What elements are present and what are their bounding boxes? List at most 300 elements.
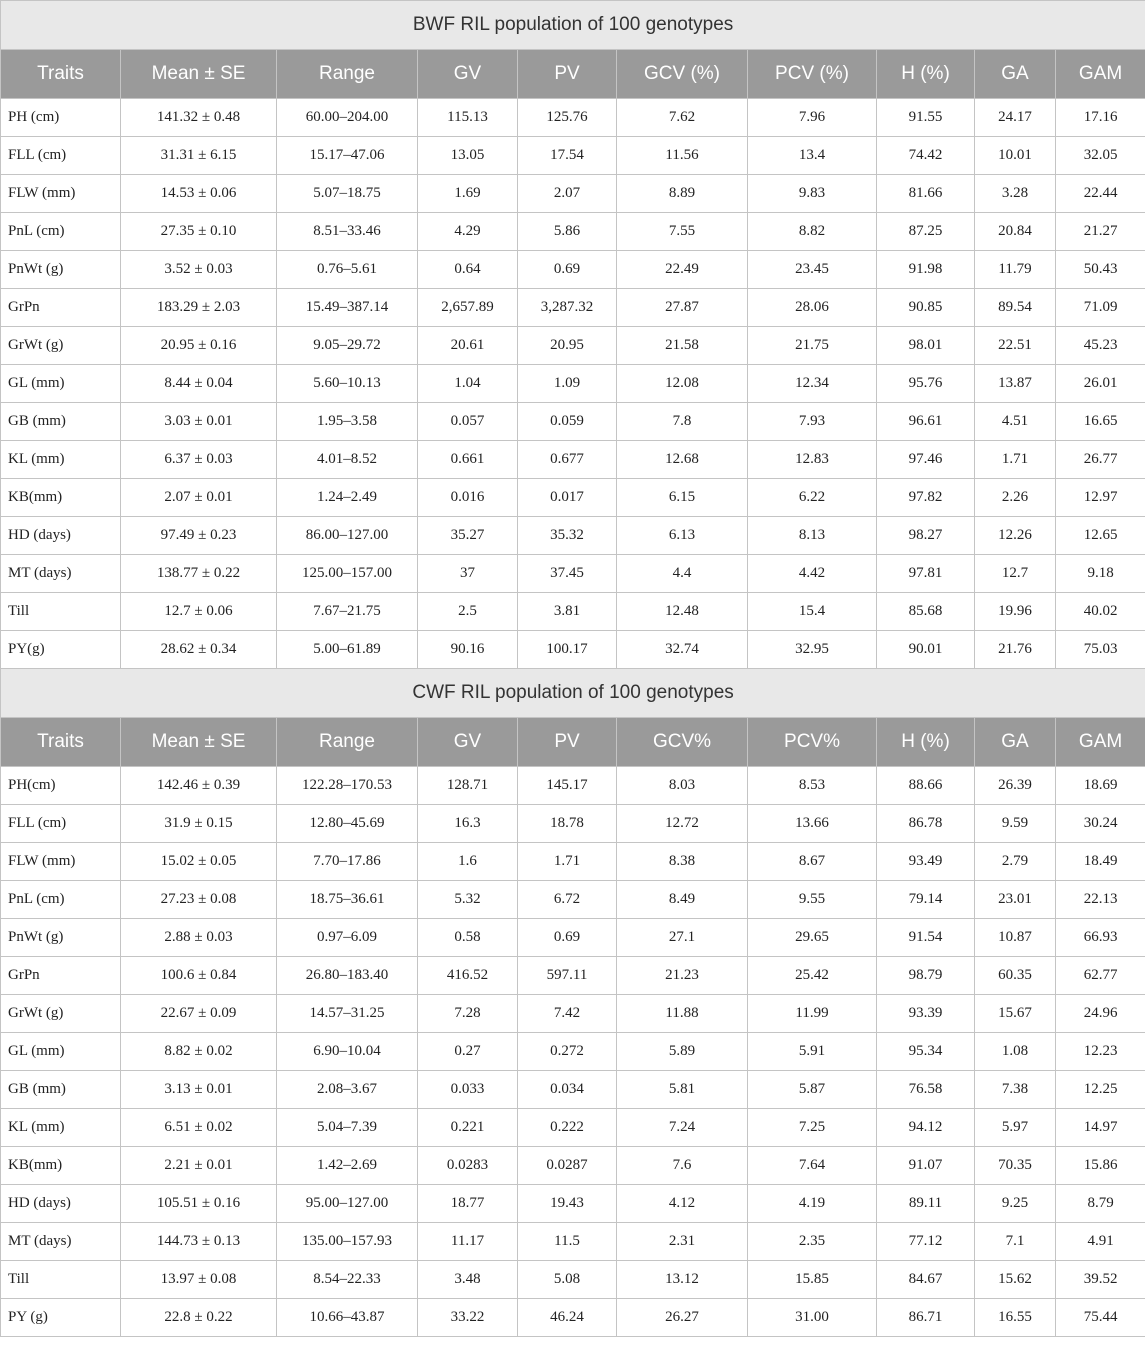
value-cell: 94.12 — [877, 1109, 975, 1147]
value-cell: 4.01–8.52 — [277, 441, 418, 479]
value-cell: 8.79 — [1056, 1185, 1145, 1223]
value-cell: 7.55 — [617, 213, 748, 251]
value-cell: 97.81 — [877, 555, 975, 593]
value-cell: 12.34 — [748, 365, 877, 403]
column-header: GA — [975, 50, 1056, 99]
value-cell: 17.16 — [1056, 99, 1145, 137]
value-cell: 88.66 — [877, 767, 975, 805]
value-cell: 10.87 — [975, 919, 1056, 957]
value-cell: 6.37 ± 0.03 — [121, 441, 277, 479]
value-cell: 74.42 — [877, 137, 975, 175]
table-row — [1, 843, 1145, 881]
value-cell: 1.09 — [518, 365, 617, 403]
column-header: Traits — [1, 718, 121, 767]
value-cell: 115.13 — [418, 99, 518, 137]
value-cell: 5.04–7.39 — [277, 1109, 418, 1147]
value-cell: 39.52 — [1056, 1261, 1145, 1299]
value-cell: 18.49 — [1056, 843, 1145, 881]
value-cell: 5.86 — [518, 213, 617, 251]
value-cell: 7.25 — [748, 1109, 877, 1147]
value-cell: 22.49 — [617, 251, 748, 289]
value-cell: 91.98 — [877, 251, 975, 289]
value-cell: 0.69 — [518, 919, 617, 957]
table-row — [1, 881, 1145, 919]
table-row — [1, 593, 1145, 631]
value-cell: 98.27 — [877, 517, 975, 555]
value-cell: 100.6 ± 0.84 — [121, 957, 277, 995]
value-cell: 6.13 — [617, 517, 748, 555]
value-cell: 86.78 — [877, 805, 975, 843]
table-row — [1, 479, 1145, 517]
value-cell: 84.67 — [877, 1261, 975, 1299]
section-title: BWF RIL population of 100 genotypes — [1, 1, 1145, 50]
value-cell: 15.85 — [748, 1261, 877, 1299]
value-cell: 13.12 — [617, 1261, 748, 1299]
value-cell: 13.87 — [975, 365, 1056, 403]
value-cell: 7.96 — [748, 99, 877, 137]
trait-cell: KB(mm) — [1, 1147, 121, 1185]
table-row — [1, 365, 1145, 403]
value-cell: 4.19 — [748, 1185, 877, 1223]
table-row — [1, 327, 1145, 365]
value-cell: 15.17–47.06 — [277, 137, 418, 175]
value-cell: 0.64 — [418, 251, 518, 289]
value-cell: 12.97 — [1056, 479, 1145, 517]
table-row — [1, 251, 1145, 289]
value-cell: 7.24 — [617, 1109, 748, 1147]
value-cell: 77.12 — [877, 1223, 975, 1261]
table-row — [1, 137, 1145, 175]
value-cell: 95.76 — [877, 365, 975, 403]
value-cell: 4.51 — [975, 403, 1056, 441]
value-cell: 5.87 — [748, 1071, 877, 1109]
value-cell: 31.00 — [748, 1299, 877, 1337]
value-cell: 5.00–61.89 — [277, 631, 418, 669]
value-cell: 183.29 ± 2.03 — [121, 289, 277, 327]
value-cell: 22.44 — [1056, 175, 1145, 213]
section-title: CWF RIL population of 100 genotypes — [1, 669, 1145, 718]
value-cell: 5.07–18.75 — [277, 175, 418, 213]
value-cell: 22.13 — [1056, 881, 1145, 919]
trait-cell: PY (g) — [1, 1299, 121, 1337]
value-cell: 2.35 — [748, 1223, 877, 1261]
value-cell: 31.9 ± 0.15 — [121, 805, 277, 843]
value-cell: 16.3 — [418, 805, 518, 843]
value-cell: 135.00–157.93 — [277, 1223, 418, 1261]
value-cell: 32.95 — [748, 631, 877, 669]
column-header: GA — [975, 718, 1056, 767]
column-header: GAM — [1056, 50, 1145, 99]
value-cell: 46.24 — [518, 1299, 617, 1337]
value-cell: 1.6 — [418, 843, 518, 881]
value-cell: 91.55 — [877, 99, 975, 137]
value-cell: 105.51 ± 0.16 — [121, 1185, 277, 1223]
value-cell: 0.677 — [518, 441, 617, 479]
value-cell: 76.58 — [877, 1071, 975, 1109]
value-cell: 6.22 — [748, 479, 877, 517]
value-cell: 7.6 — [617, 1147, 748, 1185]
value-cell: 24.96 — [1056, 995, 1145, 1033]
value-cell: 138.77 ± 0.22 — [121, 555, 277, 593]
trait-cell: FLL (cm) — [1, 137, 121, 175]
value-cell: 11.99 — [748, 995, 877, 1033]
value-cell: 19.96 — [975, 593, 1056, 631]
value-cell: 1.69 — [418, 175, 518, 213]
value-cell: 40.02 — [1056, 593, 1145, 631]
value-cell: 11.17 — [418, 1223, 518, 1261]
trait-cell: PH(cm) — [1, 767, 121, 805]
value-cell: 128.71 — [418, 767, 518, 805]
value-cell: 20.95 ± 0.16 — [121, 327, 277, 365]
value-cell: 90.16 — [418, 631, 518, 669]
value-cell: 5.89 — [617, 1033, 748, 1071]
value-cell: 5.08 — [518, 1261, 617, 1299]
value-cell: 15.49–387.14 — [277, 289, 418, 327]
column-header: PV — [518, 718, 617, 767]
value-cell: 90.85 — [877, 289, 975, 327]
value-cell: 30.24 — [1056, 805, 1145, 843]
value-cell: 2.31 — [617, 1223, 748, 1261]
value-cell: 145.17 — [518, 767, 617, 805]
trait-cell: MT (days) — [1, 1223, 121, 1261]
value-cell: 0.76–5.61 — [277, 251, 418, 289]
trait-cell: KB(mm) — [1, 479, 121, 517]
table-row — [1, 767, 1145, 805]
value-cell: 9.18 — [1056, 555, 1145, 593]
table-row — [1, 957, 1145, 995]
value-cell: 16.65 — [1056, 403, 1145, 441]
value-cell: 11.88 — [617, 995, 748, 1033]
value-cell: 12.23 — [1056, 1033, 1145, 1071]
value-cell: 20.95 — [518, 327, 617, 365]
value-cell: 3.48 — [418, 1261, 518, 1299]
table-row — [1, 1185, 1145, 1223]
value-cell: 7.93 — [748, 403, 877, 441]
value-cell: 2.07 ± 0.01 — [121, 479, 277, 517]
value-cell: 96.61 — [877, 403, 975, 441]
value-cell: 11.56 — [617, 137, 748, 175]
value-cell: 23.01 — [975, 881, 1056, 919]
value-cell: 18.75–36.61 — [277, 881, 418, 919]
column-header: H (%) — [877, 718, 975, 767]
value-cell: 6.90–10.04 — [277, 1033, 418, 1071]
value-cell: 19.43 — [518, 1185, 617, 1223]
value-cell: 597.11 — [518, 957, 617, 995]
trait-cell: GrWt (g) — [1, 327, 121, 365]
trait-cell: GrPn — [1, 957, 121, 995]
value-cell: 8.89 — [617, 175, 748, 213]
value-cell: 1.71 — [518, 843, 617, 881]
value-cell: 7.64 — [748, 1147, 877, 1185]
trait-cell: Till — [1, 593, 121, 631]
column-header: PV — [518, 50, 617, 99]
value-cell: 0.97–6.09 — [277, 919, 418, 957]
value-cell: 7.38 — [975, 1071, 1056, 1109]
value-cell: 18.78 — [518, 805, 617, 843]
value-cell: 9.83 — [748, 175, 877, 213]
value-cell: 14.57–31.25 — [277, 995, 418, 1033]
value-cell: 5.32 — [418, 881, 518, 919]
value-cell: 95.00–127.00 — [277, 1185, 418, 1223]
value-cell: 13.05 — [418, 137, 518, 175]
value-cell: 125.76 — [518, 99, 617, 137]
table-row — [1, 441, 1145, 479]
value-cell: 50.43 — [1056, 251, 1145, 289]
value-cell: 3.52 ± 0.03 — [121, 251, 277, 289]
value-cell: 0.0287 — [518, 1147, 617, 1185]
value-cell: 22.8 ± 0.22 — [121, 1299, 277, 1337]
value-cell: 8.67 — [748, 843, 877, 881]
column-header: H (%) — [877, 50, 975, 99]
column-header: GCV% — [617, 718, 748, 767]
column-header: Traits — [1, 50, 121, 99]
value-cell: 28.06 — [748, 289, 877, 327]
value-cell: 26.39 — [975, 767, 1056, 805]
value-cell: 8.49 — [617, 881, 748, 919]
value-cell: 15.4 — [748, 593, 877, 631]
value-cell: 8.53 — [748, 767, 877, 805]
column-header: Range — [277, 50, 418, 99]
value-cell: 11.79 — [975, 251, 1056, 289]
value-cell: 0.033 — [418, 1071, 518, 1109]
value-cell: 27.1 — [617, 919, 748, 957]
value-cell: 26.27 — [617, 1299, 748, 1337]
value-cell: 6.51 ± 0.02 — [121, 1109, 277, 1147]
trait-cell: PY(g) — [1, 631, 121, 669]
value-cell: 6.15 — [617, 479, 748, 517]
value-cell: 81.66 — [877, 175, 975, 213]
value-cell: 12.80–45.69 — [277, 805, 418, 843]
value-cell: 71.09 — [1056, 289, 1145, 327]
value-cell: 45.23 — [1056, 327, 1145, 365]
value-cell: 0.0283 — [418, 1147, 518, 1185]
value-cell: 17.54 — [518, 137, 617, 175]
table-row — [1, 555, 1145, 593]
header-row — [1, 718, 1145, 767]
value-cell: 32.05 — [1056, 137, 1145, 175]
value-cell: 7.42 — [518, 995, 617, 1033]
value-cell: 27.87 — [617, 289, 748, 327]
value-cell: 91.54 — [877, 919, 975, 957]
value-cell: 93.39 — [877, 995, 975, 1033]
value-cell: 2.88 ± 0.03 — [121, 919, 277, 957]
value-cell: 18.77 — [418, 1185, 518, 1223]
table-row — [1, 995, 1145, 1033]
value-cell: 2.26 — [975, 479, 1056, 517]
value-cell: 2.79 — [975, 843, 1056, 881]
value-cell: 79.14 — [877, 881, 975, 919]
value-cell: 21.23 — [617, 957, 748, 995]
table-row — [1, 1033, 1145, 1071]
value-cell: 26.80–183.40 — [277, 957, 418, 995]
value-cell: 15.02 ± 0.05 — [121, 843, 277, 881]
value-cell: 22.51 — [975, 327, 1056, 365]
value-cell: 87.25 — [877, 213, 975, 251]
value-cell: 12.65 — [1056, 517, 1145, 555]
value-cell: 4.91 — [1056, 1223, 1145, 1261]
value-cell: 85.68 — [877, 593, 975, 631]
value-cell: 5.60–10.13 — [277, 365, 418, 403]
value-cell: 7.28 — [418, 995, 518, 1033]
value-cell: 1.42–2.69 — [277, 1147, 418, 1185]
value-cell: 2.5 — [418, 593, 518, 631]
column-header: PCV (%) — [748, 50, 877, 99]
value-cell: 3.03 ± 0.01 — [121, 403, 277, 441]
value-cell: 62.77 — [1056, 957, 1145, 995]
table-row — [1, 1261, 1145, 1299]
value-cell: 5.97 — [975, 1109, 1056, 1147]
value-cell: 1.95–3.58 — [277, 403, 418, 441]
value-cell: 75.03 — [1056, 631, 1145, 669]
value-cell: 2,657.89 — [418, 289, 518, 327]
table-row — [1, 403, 1145, 441]
value-cell: 13.4 — [748, 137, 877, 175]
value-cell: 2.07 — [518, 175, 617, 213]
value-cell: 0.017 — [518, 479, 617, 517]
value-cell: 90.01 — [877, 631, 975, 669]
value-cell: 13.66 — [748, 805, 877, 843]
value-cell: 0.034 — [518, 1071, 617, 1109]
value-cell: 32.74 — [617, 631, 748, 669]
value-cell: 11.5 — [518, 1223, 617, 1261]
value-cell: 122.28–170.53 — [277, 767, 418, 805]
trait-cell: FLW (mm) — [1, 843, 121, 881]
column-header: Mean ± SE — [121, 50, 277, 99]
value-cell: 3.28 — [975, 175, 1056, 213]
value-cell: 12.48 — [617, 593, 748, 631]
value-cell: 28.62 ± 0.34 — [121, 631, 277, 669]
table-row — [1, 631, 1145, 669]
value-cell: 27.35 ± 0.10 — [121, 213, 277, 251]
value-cell: 12.72 — [617, 805, 748, 843]
value-cell: 18.69 — [1056, 767, 1145, 805]
value-cell: 15.67 — [975, 995, 1056, 1033]
value-cell: 9.25 — [975, 1185, 1056, 1223]
value-cell: 15.86 — [1056, 1147, 1145, 1185]
value-cell: 86.00–127.00 — [277, 517, 418, 555]
value-cell: 8.13 — [748, 517, 877, 555]
value-cell: 35.27 — [418, 517, 518, 555]
value-cell: 5.81 — [617, 1071, 748, 1109]
value-cell: 33.22 — [418, 1299, 518, 1337]
table-row — [1, 1299, 1145, 1337]
value-cell: 416.52 — [418, 957, 518, 995]
value-cell: 141.32 ± 0.48 — [121, 99, 277, 137]
value-cell: 60.00–204.00 — [277, 99, 418, 137]
trait-cell: GB (mm) — [1, 1071, 121, 1109]
value-cell: 0.272 — [518, 1033, 617, 1071]
value-cell: 98.79 — [877, 957, 975, 995]
value-cell: 27.23 ± 0.08 — [121, 881, 277, 919]
value-cell: 8.54–22.33 — [277, 1261, 418, 1299]
trait-cell: PnWt (g) — [1, 251, 121, 289]
value-cell: 23.45 — [748, 251, 877, 289]
value-cell: 4.42 — [748, 555, 877, 593]
trait-cell: GL (mm) — [1, 1033, 121, 1071]
value-cell: 9.55 — [748, 881, 877, 919]
value-cell: 35.32 — [518, 517, 617, 555]
value-cell: 7.62 — [617, 99, 748, 137]
trait-cell: PH (cm) — [1, 99, 121, 137]
table-row — [1, 99, 1145, 137]
value-cell: 6.72 — [518, 881, 617, 919]
value-cell: 25.42 — [748, 957, 877, 995]
value-cell: 1.71 — [975, 441, 1056, 479]
value-cell: 7.8 — [617, 403, 748, 441]
value-cell: 4.29 — [418, 213, 518, 251]
value-cell: 89.11 — [877, 1185, 975, 1223]
value-cell: 0.059 — [518, 403, 617, 441]
value-cell: 14.53 ± 0.06 — [121, 175, 277, 213]
value-cell: 12.08 — [617, 365, 748, 403]
trait-cell: GrWt (g) — [1, 995, 121, 1033]
trait-cell: PnL (cm) — [1, 881, 121, 919]
value-cell: 95.34 — [877, 1033, 975, 1071]
table-row — [1, 1147, 1145, 1185]
value-cell: 29.65 — [748, 919, 877, 957]
trait-cell: KL (mm) — [1, 441, 121, 479]
column-header: GV — [418, 50, 518, 99]
value-cell: 37.45 — [518, 555, 617, 593]
value-cell: 89.54 — [975, 289, 1056, 327]
value-cell: 10.01 — [975, 137, 1056, 175]
value-cell: 31.31 ± 6.15 — [121, 137, 277, 175]
trait-cell: HD (days) — [1, 517, 121, 555]
table-row — [1, 175, 1145, 213]
value-cell: 7.70–17.86 — [277, 843, 418, 881]
value-cell: 9.59 — [975, 805, 1056, 843]
section-title-row — [1, 669, 1145, 718]
value-cell: 26.77 — [1056, 441, 1145, 479]
value-cell: 20.84 — [975, 213, 1056, 251]
trait-cell: HD (days) — [1, 1185, 121, 1223]
value-cell: 0.057 — [418, 403, 518, 441]
column-header: PCV% — [748, 718, 877, 767]
column-header: Range — [277, 718, 418, 767]
value-cell: 70.35 — [975, 1147, 1056, 1185]
trait-cell: GrPn — [1, 289, 121, 327]
value-cell: 4.4 — [617, 555, 748, 593]
value-cell: 66.93 — [1056, 919, 1145, 957]
value-cell: 0.27 — [418, 1033, 518, 1071]
value-cell: 142.46 ± 0.39 — [121, 767, 277, 805]
value-cell: 0.661 — [418, 441, 518, 479]
column-header: Mean ± SE — [121, 718, 277, 767]
table-row — [1, 289, 1145, 327]
trait-cell: GB (mm) — [1, 403, 121, 441]
section-title-row — [1, 1, 1145, 50]
value-cell: 144.73 ± 0.13 — [121, 1223, 277, 1261]
table-row — [1, 1223, 1145, 1261]
value-cell: 26.01 — [1056, 365, 1145, 403]
value-cell: 97.82 — [877, 479, 975, 517]
value-cell: 97.49 ± 0.23 — [121, 517, 277, 555]
value-cell: 0.222 — [518, 1109, 617, 1147]
value-cell: 3.81 — [518, 593, 617, 631]
value-cell: 21.27 — [1056, 213, 1145, 251]
value-cell: 0.69 — [518, 251, 617, 289]
value-cell: 75.44 — [1056, 1299, 1145, 1337]
trait-cell: FLW (mm) — [1, 175, 121, 213]
value-cell: 98.01 — [877, 327, 975, 365]
value-cell: 20.61 — [418, 327, 518, 365]
table-row — [1, 517, 1145, 555]
trait-cell: MT (days) — [1, 555, 121, 593]
value-cell: 8.82 — [748, 213, 877, 251]
value-cell: 125.00–157.00 — [277, 555, 418, 593]
value-cell: 12.26 — [975, 517, 1056, 555]
value-cell: 5.91 — [748, 1033, 877, 1071]
